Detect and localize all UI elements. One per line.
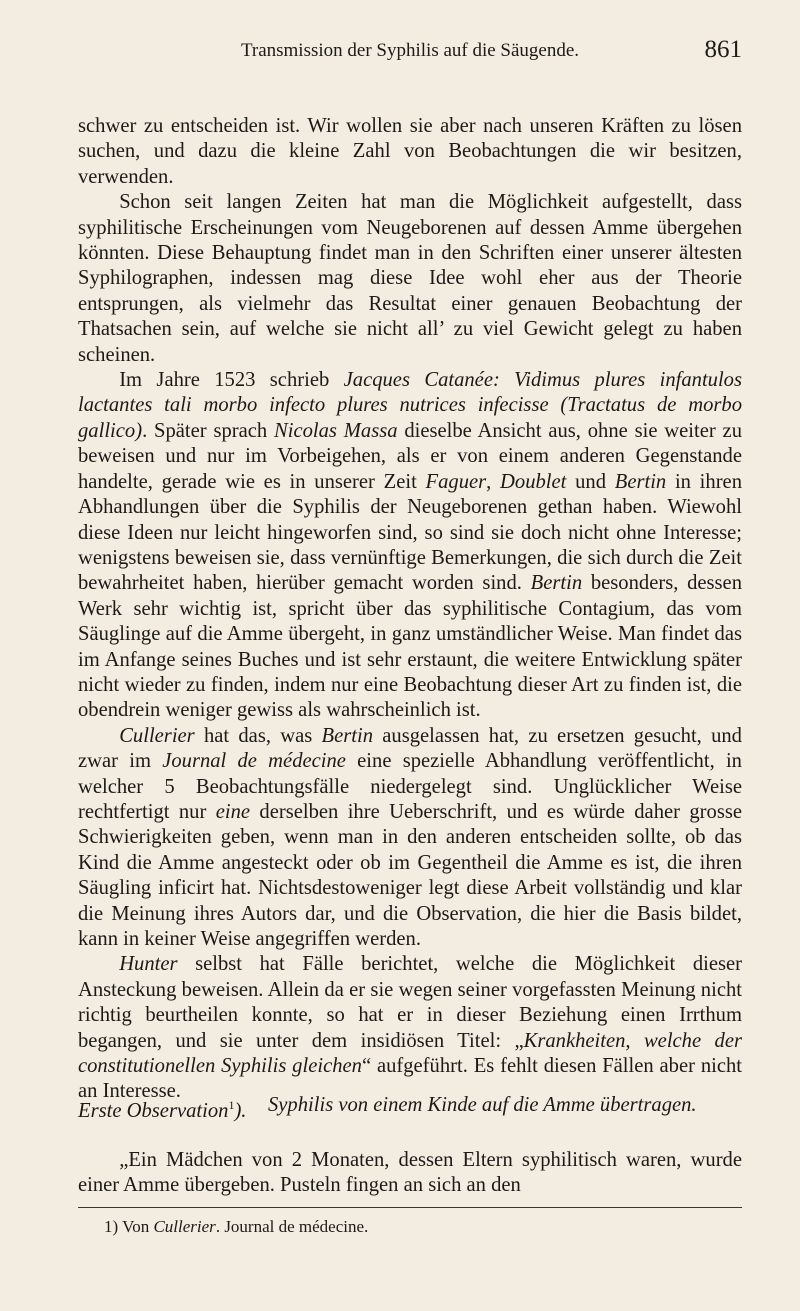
text-run: dieselbe Ansicht aus, ohne sie weiter zu beweisen und nur im Vorbeigehen, als er von einem anderen Gegenstande handelte, gerade wie es in unserer Zeit (78, 419, 742, 493)
journal-name: Journal de médecine (162, 750, 346, 773)
body-text (78, 114, 742, 1105)
citation-catanee: Jacques Catanée: Vidimus plures infantulos lactantes tali morbo infecto plures nutrices infecisse (Tractatus de morbo gallico) (78, 369, 742, 442)
observation-title: Syphilis von einem Kinde auf die Amme übertragen. (268, 1094, 697, 1116)
author-name: Cullerier (119, 724, 195, 747)
paragraph-4 (78, 724, 742, 953)
author-name: Faguer (425, 470, 487, 493)
paragraph-3 (78, 368, 742, 724)
text-run: “ aufgeführt. Es fehlt diesen Fällen aber nicht an Interesse. (78, 1055, 743, 1103)
text-run: besonders, dessen Werk sehr wichtig ist, spricht über das syphilitische Contagium, das vom Säuglinge auf die Amme übergeht, in ganz umständlicher Weise. Man findet das im Anfange seines Buches und ist sehr erstaunt, die weitere Entwicklung später nicht wieder zu finden, indem nur eine Beobachtung dieser Art zu finden ist, die obendrein weniger gewiss als wahrscheinlich ist. (78, 572, 742, 722)
author-name: Bertin (321, 724, 374, 747)
observation-label-suffix: ). (234, 1099, 247, 1122)
author-name: Hunter (119, 953, 178, 976)
page-number: 861 (704, 36, 742, 63)
text-run: hat das, was (194, 724, 322, 747)
footnote-marker: 1) (104, 1217, 119, 1236)
emphasis: eine (215, 800, 251, 823)
running-head (78, 36, 742, 66)
book-page (78, 0, 742, 1311)
text-run: in ihren Abhandlungen über die Syphilis der Neugeborenen gethan haben. Wiewohl diese Ideen nur leicht hingeworfen sind, so sind sie doch nicht ohne Interesse; wenigstens beweisen sie, dass vernünftige Bemerkungen, die sich durch die Zeit bewahrheitet haben, hierüber gemacht worden sind. (78, 470, 742, 595)
text-run: . Später sprach (142, 419, 274, 442)
paragraph-5 (78, 952, 742, 1104)
footnote-suffix: . Journal de médecine. (215, 1217, 369, 1236)
paragraph-2: Schon seit langen Zeiten hat man die Möglichkeit aufgestellt, dass syphilitische Erscheinungen vom Neugeborenen auf dessen Amme übergehen könnten. Diese Behauptung findet man in den Schriften einer unserer ältesten Syphilographen, indessen mag diese Idee wohl eher aus der Theorie entsprungen, als vielmehr das Resultat einer genauen Beobachtung der Thatsachen sein, auf welche sie nicht all’ zu viel Gewicht gelegt zu haben scheinen. (78, 191, 742, 366)
footnote-ref[interactable]: 1 (228, 1098, 235, 1112)
author-name: Doublet (500, 470, 567, 493)
text-run: Im Jahre 1523 schrieb (119, 369, 344, 392)
text-run: eine spezielle Abhandlung veröffentlicht, in welcher 5 Beobachtungsfälle niedergelegt sind. Unglücklicher Weise rechtfertigt nur (78, 750, 742, 823)
author-name: Nicolas Massa (274, 419, 398, 442)
text-run: selbst hat Fälle berichtet, welche die Möglichkeit dieser Ansteckung beweisen. Allein da er sie wegen seiner vorgefassten Meinung nicht richtig beurtheilen konnte, so hat er in dieser Beziehung einen Irrthum begangen, und sie unter dem insidiösen Titel: „ (78, 953, 742, 1052)
text-run: derselben ihre Ueberschrift, und es würde daher grosse Schwierigkeiten geben, wenn man in den anderen entscheiden sollte, ob das Kind die Amme angesteckt oder ob im Gegentheil die Amme es ist, die ihren Säugling inficirt hat. Nichtsdestoweniger legt diese Arbeit vollständig und klar die Meinung ihres Autors dar, und die Observation, die hier die Basis bildet, kann in keiner Weise angegriffen werden. (78, 800, 742, 950)
footnote-author: Cullerier (153, 1217, 216, 1236)
footnote (104, 1216, 734, 1238)
author-name: Bertin (530, 572, 583, 595)
footnote-prefix: Von (122, 1217, 154, 1236)
text-run: und (566, 470, 615, 493)
author-name: Bertin (614, 470, 667, 493)
text-run: ausgelassen hat, zu ersetzen gesucht, und zwar im (78, 724, 742, 773)
observation-label (78, 1093, 246, 1124)
observation-label-text: Erste Observation (78, 1099, 229, 1122)
running-title: Transmission der Syphilis auf die Säugende. (240, 40, 580, 61)
quoted-title: Krankheiten, welche der constitutionellen Syphilis gleichen (78, 1029, 742, 1078)
paragraph-1: schwer zu entscheiden ist. Wir wollen sie aber nach unseren Kräften zu lösen suchen, und dazu die kleine Zahl von Beobachtungen die wir besitzen, verwenden. (78, 115, 742, 188)
text-run: , (486, 470, 501, 493)
footnote-rule (78, 1207, 742, 1208)
observation-text: „Ein Mädchen von 2 Monaten, dessen Eltern syphilitisch waren, wurde einer Amme übergeben. Pusteln fingen an sich an den (78, 1149, 742, 1197)
